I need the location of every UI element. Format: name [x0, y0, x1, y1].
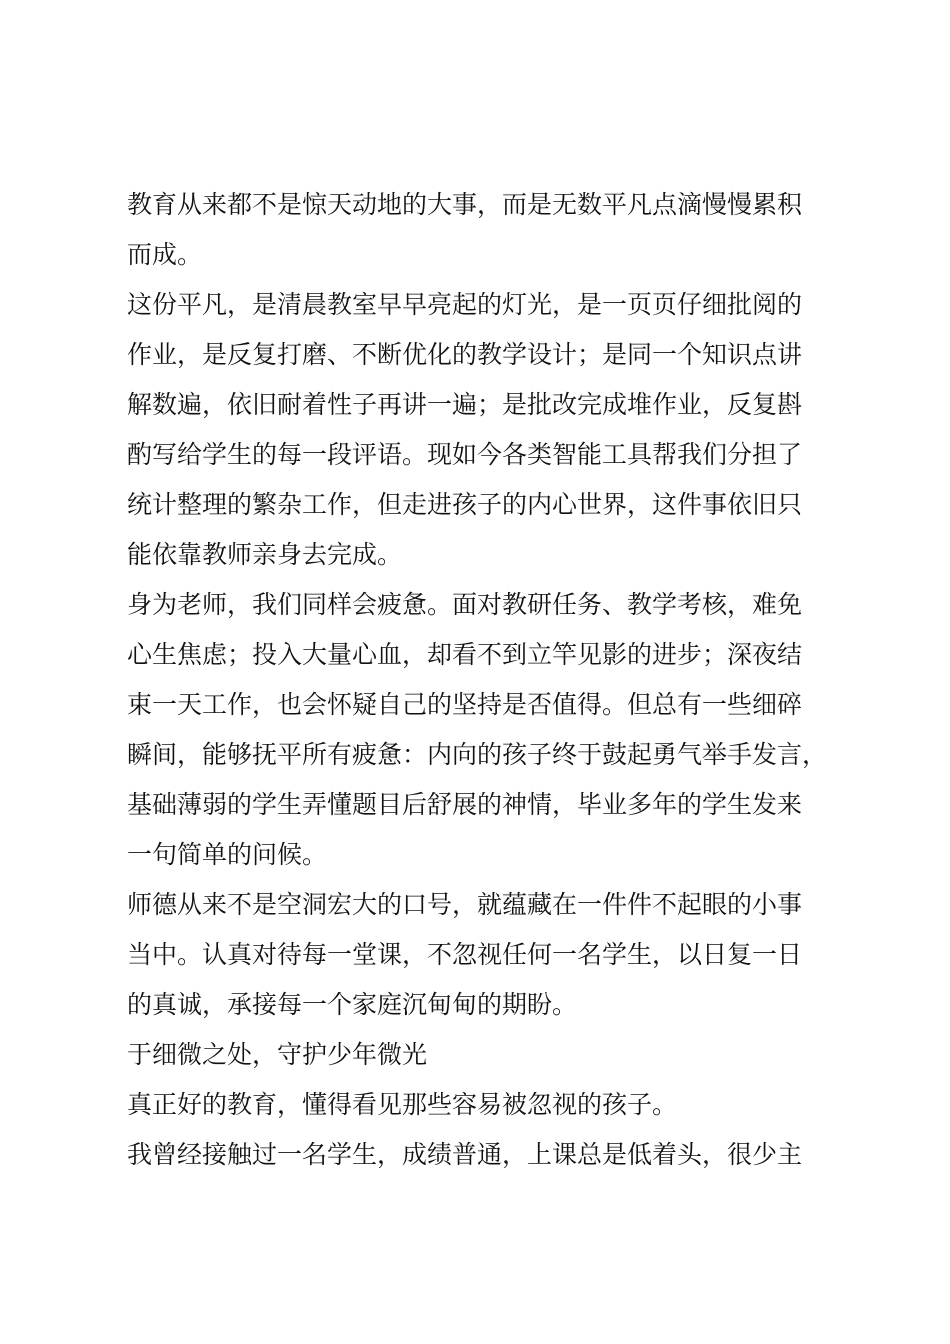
- heading-line: 于细微之处，守护少年微光: [127, 1040, 428, 1069]
- paragraph-1: [127, 180, 847, 280]
- text-line: 当中。认真对待每一堂课，不忽视任何一名学生，以日复一日: [127, 940, 803, 969]
- text-line: 束一天工作，也会怀疑自己的坚持是否值得。但总有一些细碎: [127, 690, 803, 719]
- paragraph-4: [127, 880, 847, 1030]
- text-line: 的真诚，承接每一个家庭沉甸甸的期盼。: [127, 990, 578, 1019]
- text-line: 统计整理的繁杂工作，但走进孩子的内心世界，这件事依旧只: [127, 490, 803, 519]
- text-line: 我曾经接触过一名学生，成绩普通，上课总是低着头，很少主: [127, 1140, 803, 1169]
- text-line: 这份平凡，是清晨教室早早亮起的灯光，是一页页仔细批阅的: [127, 290, 803, 319]
- paragraph-2: [127, 280, 847, 580]
- text-line: 能依靠教师亲身去完成。: [127, 540, 403, 569]
- paragraph-6: [127, 1130, 847, 1180]
- text-line: 真正好的教育，懂得看见那些容易被忽视的孩子。: [127, 1090, 678, 1119]
- text-line: 而成。: [127, 240, 203, 269]
- text-line: 教育从来都不是惊天动地的大事，而是无数平凡点滴慢慢累积: [127, 190, 803, 219]
- paragraph-5: [127, 1080, 847, 1130]
- text-line: 心生焦虑；投入大量心血，却看不到立竿见影的进步；深夜结: [127, 640, 803, 669]
- text-line: 解数遍，依旧耐着性子再讲一遍；是批改完成堆作业，反复斟: [127, 390, 803, 419]
- text-line: 瞬间，能够抚平所有疲惫：内向的孩子终于鼓起勇气举手发言，: [127, 740, 828, 769]
- text-line: 作业，是反复打磨、不断优化的教学设计；是同一个知识点讲: [127, 340, 803, 369]
- text-line: 基础薄弱的学生弄懂题目后舒展的神情，毕业多年的学生发来: [127, 790, 803, 819]
- document-body: [127, 180, 847, 1180]
- section-heading: [127, 1030, 847, 1080]
- text-line: 酌写给学生的每一段评语。现如今各类智能工具帮我们分担了: [127, 440, 803, 469]
- paragraph-3: [127, 580, 847, 880]
- text-line: 身为老师，我们同样会疲惫。面对教研任务、教学考核，难免: [127, 590, 803, 619]
- text-line: 一句简单的问候。: [127, 840, 328, 869]
- text-line: 师德从来不是空洞宏大的口号，就蕴藏在一件件不起眼的小事: [127, 890, 803, 919]
